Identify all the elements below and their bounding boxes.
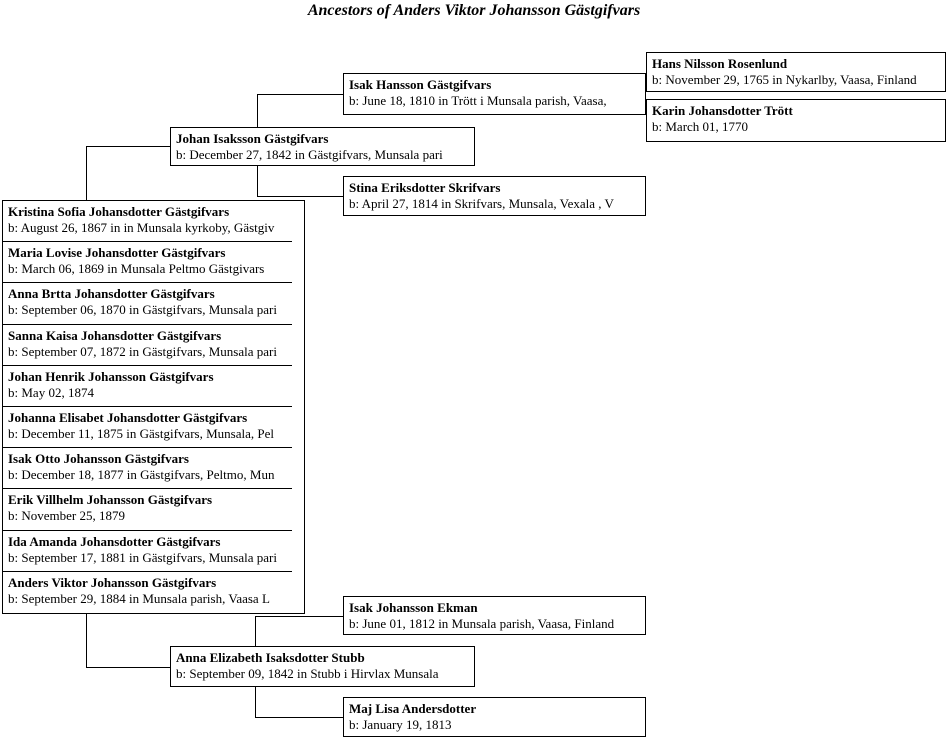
person-name: Isak Otto Johansson Gästgifvars [8, 451, 189, 467]
person-name: Karin Johansdotter Trött [652, 103, 793, 118]
person-birth: b: December 27, 1842 in Gästgifvars, Munsala pari [176, 147, 443, 162]
person-name: Stina Eriksdotter Skrifvars [349, 180, 501, 195]
child-entry [3, 572, 304, 613]
person-box-maternal-grandfather [343, 596, 646, 635]
connector-children-to-father-horizontal [86, 146, 171, 147]
children-box [2, 200, 305, 614]
person-birth: b: June 01, 1812 in Munsala parish, Vaasa, Finland [349, 616, 615, 631]
child-entry [3, 407, 304, 448]
person-birth: b: November 29, 1765 in Nykarlby, Vaasa, Finland [652, 72, 917, 87]
child-entry [3, 366, 304, 407]
person-name: Erik Villhelm Johansson Gästgifvars [8, 492, 213, 508]
connector-mother-to-grandfather-vertical [255, 616, 256, 647]
person-birth: b: April 27, 1814 in Skrifvars, Munsala, Vexala , V [349, 196, 614, 211]
person-name: Anna Brtta Johansdotter Gästgifvars [8, 286, 215, 302]
person-name: Ida Amanda Johansdotter Gästgifvars [8, 533, 221, 549]
person-box-mother [170, 646, 475, 687]
person-name: Anders Viktor Johansson Gästgifvars [8, 574, 217, 590]
person-name: Maj Lisa Andersdotter [349, 701, 477, 716]
person-birth: b: March 01, 1770 [652, 119, 749, 134]
person-name: Isak Johansson Ekman [349, 600, 478, 615]
connector-father-to-grandmother-vertical [257, 165, 258, 197]
child-entry [3, 489, 304, 530]
person-birth: b: January 19, 1813 [349, 717, 452, 732]
person-box-great-grandfather [646, 52, 946, 92]
person-name: Johan Henrik Johansson Gästgifvars [8, 368, 214, 384]
person-birth: b: December 11, 1875 in Gästgifvars, Munsala, Pel [8, 426, 274, 441]
person-birth: b: August 26, 1867 in in Munsala kyrkoby, Gästgiv [8, 220, 275, 235]
child-entry [3, 283, 304, 324]
connector-mother-to-grandmother-vertical [255, 686, 256, 718]
connector-father-to-grandmother-horizontal [257, 196, 344, 197]
person-name: Johan Isaksson Gästgifvars [176, 131, 329, 146]
person-box-paternal-grandfather [343, 73, 646, 115]
child-entry [3, 325, 304, 366]
child-entry [3, 201, 304, 242]
connector-father-to-grandfather-vertical [257, 94, 258, 128]
connector-children-to-mother-horizontal [86, 667, 171, 668]
child-entry [3, 531, 304, 572]
connector-mother-to-grandfather-horizontal [255, 616, 344, 617]
person-name: Anna Elizabeth Isaksdotter Stubb [176, 650, 365, 665]
person-birth: b: September 29, 1884 in Munsala parish, Vaasa L [8, 590, 270, 606]
child-entry [3, 242, 304, 283]
person-birth: b: November 25, 1879 [8, 508, 125, 524]
connector-children-to-father-vertical [86, 146, 87, 201]
person-name: Isak Hansson Gästgifvars [349, 77, 492, 92]
person-name: Johanna Elisabet Johansdotter Gästgifvars [8, 410, 248, 425]
person-box-paternal-grandmother [343, 176, 646, 216]
person-birth: b: September 07, 1872 in Gästgifvars, Munsala pari [8, 343, 277, 359]
person-name: Hans Nilsson Rosenlund [652, 56, 788, 71]
person-name: Kristina Sofia Johansdotter Gästgifvars [8, 204, 230, 219]
connector-mother-to-grandmother-horizontal [255, 717, 344, 718]
person-birth: b: May 02, 1874 [8, 384, 94, 400]
person-name: Sanna Kaisa Johansdotter Gästgifvars [8, 327, 222, 343]
person-birth: b: December 18, 1877 in Gästgifvars, Peltmo, Mun [8, 467, 275, 483]
chart-title: Ancestors of Anders Viktor Johansson Gästgifvars [307, 2, 641, 19]
person-name: Maria Lovise Johansdotter Gästgifvars [8, 245, 226, 261]
connector-children-to-mother-vertical [86, 613, 87, 668]
person-birth: b: September 09, 1842 in Stubb i Hirvlax Munsala [176, 666, 439, 681]
connector-father-to-grandfather-horizontal [257, 94, 344, 95]
person-box-great-grandmother [646, 99, 946, 142]
person-birth: b: March 06, 1869 in Munsala Peltmo Gästgivars [8, 261, 265, 277]
person-box-father [170, 127, 475, 166]
child-entry [3, 448, 304, 489]
person-birth: b: September 06, 1870 in Gästgifvars, Munsala pari [8, 302, 277, 318]
person-box-maternal-grandmother [343, 697, 646, 737]
person-birth: b: June 18, 1810 in Trött i Munsala parish, Vaasa, [349, 93, 607, 108]
person-birth: b: September 17, 1881 in Gästgifvars, Munsala pari [8, 549, 277, 565]
